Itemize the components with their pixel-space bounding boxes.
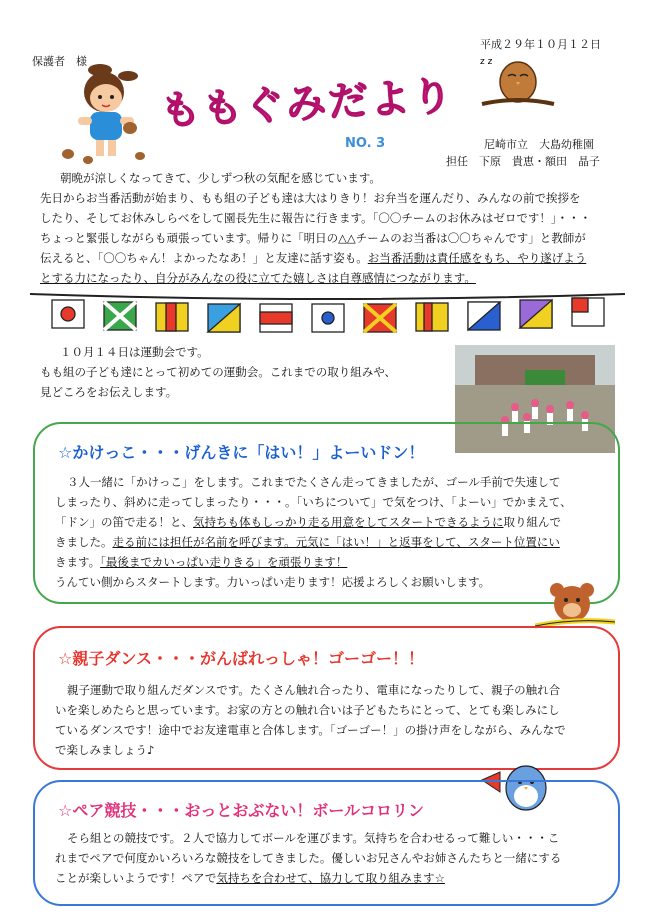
text-span: 取り組んで: [503, 515, 561, 529]
text-span: きました。: [55, 535, 113, 549]
text-span: 「ドン」の笛で走る！と、: [55, 515, 193, 529]
text-line: ３人一緒に「かけっこ」をします。これまでたくさん走ってきましたが、ゴール手前で失速して: [67, 475, 561, 489]
flag-garland-icon: [30, 290, 625, 340]
sports-line: もも組の子ども達にとって初めての運動会。これまでの取り組みや、: [40, 365, 397, 379]
svg-text:z z: z z: [480, 57, 493, 67]
girl-with-acorns-icon: [58, 62, 153, 167]
text-line: [55, 512, 615, 532]
intro-line: [40, 248, 620, 268]
text-line: [55, 532, 615, 552]
text-line: いを楽しめたらと思っています。お家の方との触れ合いは子どもたちにとって、とても楽しみにし: [55, 703, 560, 717]
text-line: で楽しみましょう♪: [55, 743, 155, 757]
section-dance-heading: ☆親子ダンス・・・がんばれっしゃ！ゴーゴー！！: [58, 649, 425, 668]
text-line: れまでペアで何度かいろいろな競技をしてきました。優しいお兄さんやお姉さんたちと一緒にする: [55, 851, 562, 865]
text-line: しまったり、斜めに走ってしまったり・・・。「いちについて」で気をつけ、「よーい」でかまえて、: [55, 495, 572, 509]
sports-intro: [40, 342, 460, 402]
intro-paragraph: [40, 168, 620, 288]
intro-line: 朝晩が涼しくなってきて、少しずつ秋の気配を感じています。: [60, 171, 381, 185]
text-line: [55, 552, 615, 572]
section-kakekko-heading: ☆かけっこ・・・げんきに「はい！」よーいドン！: [58, 443, 425, 462]
section-pair-heading: ☆ペア競技・・・おっとおぶない！ボールコロリン: [58, 801, 425, 820]
sports-line: １０月１４日は運動会です。: [60, 345, 209, 359]
sports-line: 見どころをお伝えします。: [40, 385, 178, 399]
text-line: 親子運動で取り組んだダンスです。たくさん触れ合ったり、電車になったりして、親子の触れ合: [67, 683, 561, 697]
intro-line: 先日からお当番活動が始まり、もも組の子ども達は大はりきり！お弁当を運んだり、みんなの前で挨拶を: [40, 191, 581, 205]
intro-underlined-line: とする力になったり、自分がみんなの役に立てた嬉しさは自尊感情につながります。: [40, 271, 476, 285]
text-underlined: 気持ちを合わせて、協力して取り組みます☆: [216, 871, 445, 885]
section-dance-text: [55, 680, 615, 760]
intro-underlined: お当番活動は責任感をもち、やり遂げよう: [367, 251, 587, 265]
intro-line: ちょっと緊張しながらも頑張っています。帰りに「明日の△△チームのお当番は〇〇ちゃんです」と教師が: [40, 231, 586, 245]
text-underlined: 走る前には担任が名前を呼びます。元気に「はい！」と返事をして、スタート位置にい: [112, 535, 560, 549]
owl-on-branch-icon: [478, 52, 558, 114]
page-title: ももぐみだより: [159, 73, 456, 135]
school-name: 尼崎市立 大島幼稚園: [484, 138, 594, 151]
section-kakekko-text: [55, 472, 615, 592]
intro-text: 伝えると、「〇〇ちゃん！よかったなあ！」と友達に話す姿も。: [40, 251, 368, 265]
text-line: ているダンスです！途中でお友達電車と合体します。「ゴーゴー！」の掛け声をしながら、みんなで: [55, 723, 566, 737]
text-line: そら組との競技です。２人で協力してボールを運びます。気持ちを合わせるって難しい・・・こ: [67, 831, 560, 845]
text-underlined: 「最後までカいっぱい走りきる」を頑張ります！: [100, 555, 348, 569]
section-pair-text: [55, 828, 615, 888]
text-line: [55, 868, 615, 888]
issue-number: NO. 3: [345, 136, 386, 151]
text-underlined: 気持ちも体もしっかり走る用意をしてスタートできるように: [193, 515, 504, 529]
intro-line: したり、そしてお休みしらべをして園長先生に報告に行きます。「〇〇チームのお休みはゼロです！」・・・: [40, 211, 592, 225]
text-span: きます。: [55, 555, 101, 569]
text-line: うんてい側からスタートします。力いっぱい走ります！応援よろしくお願いします。: [55, 575, 491, 589]
date: 平成２９年１０月１２日: [480, 38, 601, 51]
text-span: ことが楽しいようです！ペアで: [55, 871, 217, 885]
recipient: 保護者 様: [32, 55, 87, 68]
teachers: 担任 下原 貴恵・額田 晶子: [446, 155, 600, 168]
